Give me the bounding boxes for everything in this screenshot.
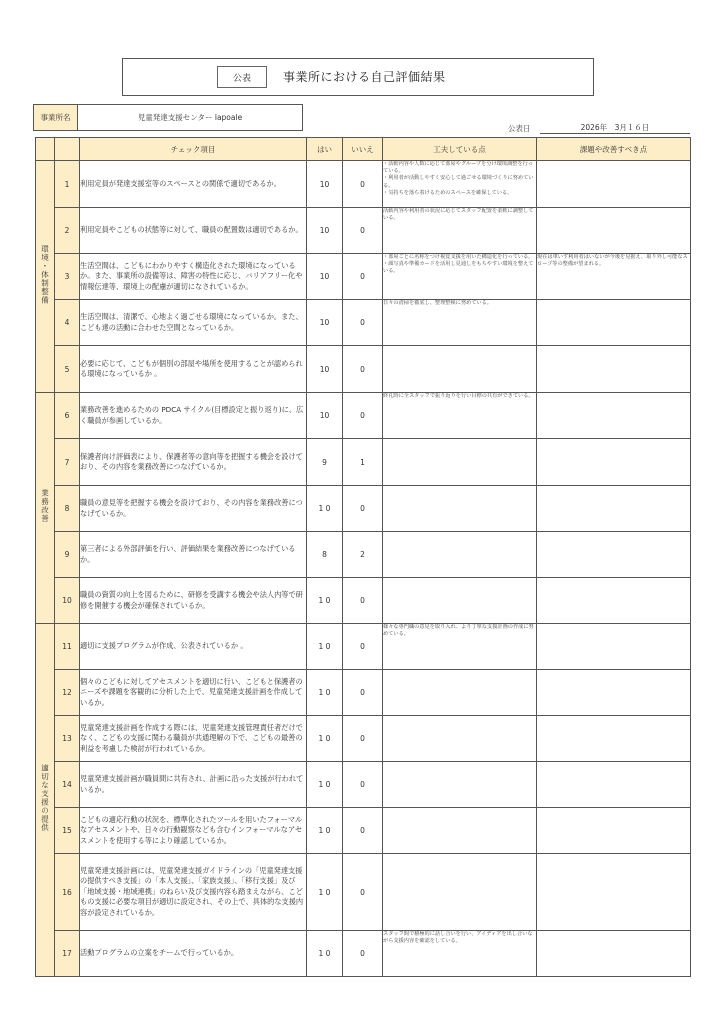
category-cell — [36, 161, 55, 393]
table-row — [36, 854, 691, 931]
yes-count: 10 — [307, 300, 343, 346]
check-item-text: 利用定員が発達支援室等のスペースとの関係で適切であるか。 — [80, 161, 307, 208]
row-number: 7 — [55, 439, 80, 486]
table-row — [36, 931, 691, 977]
no-count: 0 — [343, 931, 383, 977]
no-count: 0 — [343, 854, 383, 931]
yes-count: 1 0 — [307, 670, 343, 716]
no-count: 0 — [343, 486, 383, 532]
table-header-row — [36, 138, 691, 161]
no-count: 1 — [343, 439, 383, 486]
header-ingenuity: 工夫している点 — [383, 138, 537, 161]
issues-text — [537, 808, 691, 854]
row-number: 6 — [55, 393, 80, 439]
ingenuity-text — [383, 486, 537, 532]
row-number: 14 — [55, 762, 80, 808]
ingenuity-text — [383, 931, 537, 977]
ingenuity-text — [383, 208, 537, 254]
issues-text-content: 現在は車いす利用者はいないが今後を見据え、取り外し可能なスロープ等の整備が望まれる。 — [537, 254, 688, 268]
yes-count: 1 0 — [307, 578, 343, 624]
check-item-text: 保護者向け評価表により、保護者等の意向等を把握する機会を設けており、その内容を業務改善につなげているか。 — [80, 439, 307, 486]
ingenuity-text — [383, 854, 537, 931]
table-body — [36, 161, 691, 977]
issues-text — [537, 670, 691, 716]
ingenuity-text — [383, 578, 537, 624]
ingenuity-text — [383, 300, 537, 346]
header-yes: はい — [307, 138, 343, 161]
check-item-text: 業務改善を進めるための PDCA サイクル(目標設定と振り返り)に、広く職員が参画しているか。 — [80, 393, 307, 439]
category-cell — [36, 624, 55, 977]
table-row — [36, 346, 691, 393]
category-label: 環境・体制整備 — [40, 244, 50, 305]
check-item-text: こどもの適応行動の状況を、標準化されたツールを用いたフォーマルなアセスメントや、日々の行動観察なども含むインフォーマルなアセスメントを使用する等により確認しているか。 — [80, 808, 307, 854]
yes-count: 10 — [307, 393, 343, 439]
issues-text — [537, 439, 691, 486]
ingenuity-text — [383, 254, 537, 300]
yes-count: 1 0 — [307, 716, 343, 762]
no-count: 0 — [343, 578, 383, 624]
table-row — [36, 393, 691, 439]
no-count: 0 — [343, 208, 383, 254]
table-row — [36, 254, 691, 300]
row-number: 13 — [55, 716, 80, 762]
table-row — [36, 439, 691, 486]
row-number: 15 — [55, 808, 80, 854]
issues-text — [537, 578, 691, 624]
row-number: 5 — [55, 346, 80, 393]
header-issues: 課題や改善すべき点 — [537, 138, 691, 161]
ingenuity-text — [383, 716, 537, 762]
check-item-text: 利用定員やこどもの状態等に対して、職員の配置数は適切であるか。 — [80, 208, 307, 254]
issues-text — [537, 346, 691, 393]
yes-count: 1 0 — [307, 624, 343, 670]
ingenuity-text-content: 終礼時に全スタッフで振り返りを行い目標の共有ができている。 — [383, 393, 534, 399]
ingenuity-text-content: 日々の清掃を徹底し、整理整頓に努めている。 — [383, 300, 492, 306]
row-number: 1 — [55, 161, 80, 208]
issues-text — [537, 854, 691, 931]
yes-count: 10 — [307, 346, 343, 393]
check-item-text: 児童発達支援計画が職員間に共有され、計画に沿った支援が行われているか。 — [80, 762, 307, 808]
yes-count: 8 — [307, 532, 343, 578]
table-row — [36, 161, 691, 208]
office-name-label: 事業所名 — [34, 105, 78, 130]
check-item-text: 必要に応じて、こどもが個別の部屋や場所を使用することが認められる環境になっているか 。 — [80, 346, 307, 393]
row-number: 8 — [55, 486, 80, 532]
row-number: 12 — [55, 670, 80, 716]
yes-count: 10 — [307, 254, 343, 300]
check-item-text: 活動プログラムの立案をチームで行っているか。 — [80, 931, 307, 977]
table-row — [36, 762, 691, 808]
no-count: 0 — [343, 624, 383, 670]
header-number — [55, 138, 80, 161]
row-number: 2 — [55, 208, 80, 254]
title-box — [122, 58, 594, 96]
table-row — [36, 532, 691, 578]
row-number: 4 — [55, 300, 80, 346]
table-row — [36, 624, 691, 670]
public-badge: 公表 — [217, 66, 267, 88]
ingenuity-text-content: スタッフ間で積極的に話し合いを行い、アイディアを出し合いながら支援内容を確認をしている。 — [383, 931, 533, 945]
category-cell — [36, 393, 55, 624]
issues-text — [537, 532, 691, 578]
table-row — [36, 808, 691, 854]
header-check-item: チェック項目 — [80, 138, 307, 161]
no-count: 0 — [343, 670, 383, 716]
check-item-text: 第三者による外部評価を行い、評価結果を業務改善につなげているか。 — [80, 532, 307, 578]
yes-count: 1 0 — [307, 486, 343, 532]
yes-count: 1 0 — [307, 808, 343, 854]
ingenuity-text — [383, 532, 537, 578]
issues-text — [537, 161, 691, 208]
yes-count: 9 — [307, 439, 343, 486]
ingenuity-text-content: ・部屋ごとに名称をつけ視覚支援を用いた構造化を行っている。 ・顔写真や準備カードを活用し見通しをもちやすい環境を整えている。 — [383, 254, 534, 275]
ingenuity-text-content: 様々な専門職の意見を取り入れ、より丁寧な支援計画の作成に努めている。 — [383, 624, 534, 638]
ingenuity-text — [383, 808, 537, 854]
no-count: 0 — [343, 346, 383, 393]
ingenuity-text — [383, 439, 537, 486]
header-category — [36, 138, 55, 161]
category-label: 業務改善 — [40, 489, 50, 523]
ingenuity-text — [383, 670, 537, 716]
issues-text — [537, 762, 691, 808]
row-number: 11 — [55, 624, 80, 670]
table-row — [36, 716, 691, 762]
row-number: 17 — [55, 931, 80, 977]
no-count: 0 — [343, 716, 383, 762]
ingenuity-text-content: ・活動内容や人数に応じて部屋やグループを分け環境調整を行っている。 ・利用者が活動しやすく安心して過ごせる環境づくりに努めている。 ・気持ちを落ち着けるためのスペースを確保している。 — [383, 161, 534, 196]
publication-date-value: 2026年 3月１６日 — [540, 122, 690, 134]
category-label: 適切な支援の提供 — [40, 764, 50, 832]
issues-text — [537, 300, 691, 346]
no-count: 0 — [343, 393, 383, 439]
no-count: 0 — [343, 300, 383, 346]
table-row — [36, 208, 691, 254]
check-item-text: 生活空間は、清潔で、心地よく過ごせる環境になっているか。また、こども達の活動に合わせた空間となっているか。 — [80, 300, 307, 346]
check-item-text: 適切に支援プログラムが作成、公表されているか 。 — [80, 624, 307, 670]
table-row — [36, 578, 691, 624]
row-number: 16 — [55, 854, 80, 931]
header-no: いいえ — [343, 138, 383, 161]
publication-date-label: 公表日 — [508, 124, 531, 133]
issues-text — [537, 716, 691, 762]
table-row — [36, 670, 691, 716]
check-item-text: 児童発達支援計画には、児童発達支援ガイドラインの「児童発達支援の提供すべき支援」の「本人支援」、「家族支援」、「移行支援」及び「地域支援・地域連携」のねらい及び支援内容も踏まえながら、こどもの支援に必要な項目が適切に設定され、その上で、具体的な支援内容が設定されているか。 — [80, 854, 307, 931]
ingenuity-text — [383, 624, 537, 670]
issues-text — [537, 931, 691, 977]
check-item-text: 職員の資質の向上を図るために、研修を受講する機会や法人内等で研修を開催する機会が確保されているか。 — [80, 578, 307, 624]
yes-count: 10 — [307, 208, 343, 254]
ingenuity-text — [383, 161, 537, 208]
issues-text — [537, 624, 691, 670]
issues-text — [537, 208, 691, 254]
page-title: 事業所における自己評価結果 — [283, 70, 446, 84]
ingenuity-text — [383, 762, 537, 808]
row-number: 3 — [55, 254, 80, 300]
yes-count: 1 0 — [307, 931, 343, 977]
table-row — [36, 486, 691, 532]
ingenuity-text — [383, 393, 537, 439]
ingenuity-text — [383, 346, 537, 393]
ingenuity-text-content: 活動内容や利用者の状況に応じてスタッフ配置を柔軟に調整している。 — [383, 208, 534, 222]
no-count: 0 — [343, 808, 383, 854]
check-item-text: 個々のこどもに対してアセスメントを適切に行い、こどもと保護者のニーズや課題を客観的に分析した上で、児童発達支援計画を作成しているか。 — [80, 670, 307, 716]
issues-text — [537, 254, 691, 300]
no-count: 0 — [343, 161, 383, 208]
no-count: 0 — [343, 762, 383, 808]
check-item-text: 職員の意見等を把握する機会を設けており、その内容を業務改善につなげているか。 — [80, 486, 307, 532]
check-item-text: 児童発達支援計画を作成する際には、児童発達支援管理責任者だけでなく、こどもの支援に関わる職員が共通理解の下で、こどもの最善の利益を考慮した検討が行われているか。 — [80, 716, 307, 762]
office-name-box — [33, 104, 303, 131]
issues-text — [537, 393, 691, 439]
yes-count: 10 — [307, 161, 343, 208]
table-row — [36, 300, 691, 346]
no-count: 2 — [343, 532, 383, 578]
no-count: 0 — [343, 254, 383, 300]
office-name-value: 児童発達支援センター lapoale — [137, 113, 243, 122]
yes-count: 1 0 — [307, 762, 343, 808]
row-number: 9 — [55, 532, 80, 578]
check-item-text: 生活空間は、こどもにわかりやすく構造化された環境になっているか。また、事業所の設備等は、障害の特性に応じ、バリアフリー化や情報伝達等、環境上の配慮が適切になされているか。 — [80, 254, 307, 300]
issues-text — [537, 486, 691, 532]
yes-count: 1 0 — [307, 854, 343, 931]
evaluation-table — [35, 137, 691, 977]
row-number: 10 — [55, 578, 80, 624]
